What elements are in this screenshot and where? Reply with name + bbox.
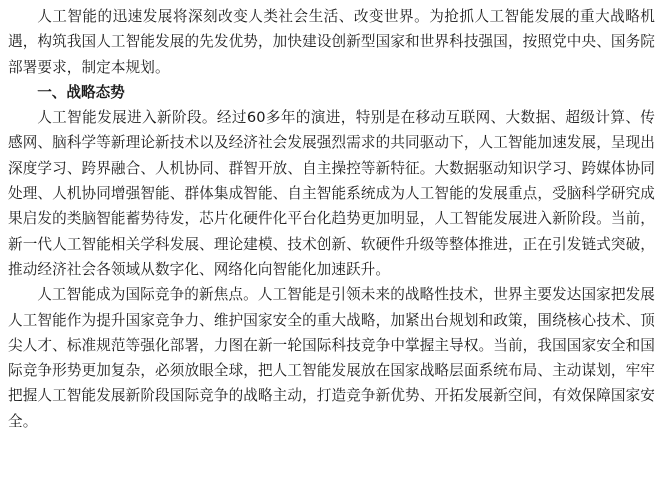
paragraph-new-stage: 人工智能发展进入新阶段。经过60多年的演进，特别是在移动互联网、大数据、超级计算、传感网、脑科学等新理论新技术以及经济社会发展强烈需求的共同驱动下，人工智能加速发展，呈现出深度学习、跨界融合、人机协同、群智开放、自主操控等新特征。大数据驱动知识学习、跨媒体协同处理、人机协同增强智能、群体集成智能、自主智能系统成为人工智能的发展重点，受脑科学研究成果启发的类脑智能蓄势待发，芯片化硬件化平台化趋势更加明显，人工智能发展进入新阶段。当前，新一代人工智能相关学科发展、理论建模、技术创新、软硬件升级等整体推进，正在引发链式突破，推动经济社会各领域从数字化、网络化向智能化加速跃升。	[8, 109, 655, 278]
intro-paragraph: 人工智能的迅速发展将深刻改变人类社会生活、改变世界。为抢抓人工智能发展的重大战略机遇，构筑我国人工智能发展的先发优势，加快建设创新型国家和世界科技强国，按照党中央、国务院部署要求，制定本规划。	[8, 8, 655, 76]
paragraph-international-competition: 人工智能成为国际竞争的新焦点。人工智能是引领未来的战略性技术，世界主要发达国家把发展人工智能作为提升国家竞争力、维护国家安全的重大战略，加紧出台规划和政策，围绕核心技术、顶尖人才、标准规范等强化部署，力图在新一轮国际科技竞争中掌握主导权。当前，我国国家安全和国际竞争形势更加复杂，必须放眼全球，把人工智能发展放在国家战略层面系统布局、主动谋划，牢牢把握人工智能发展新阶段国际竞争的战略主动，打造竞争新优势、开拓发展新空间，有效保障国家安全。	[8, 286, 655, 430]
section-heading: 一、战略态势	[37, 83, 125, 101]
